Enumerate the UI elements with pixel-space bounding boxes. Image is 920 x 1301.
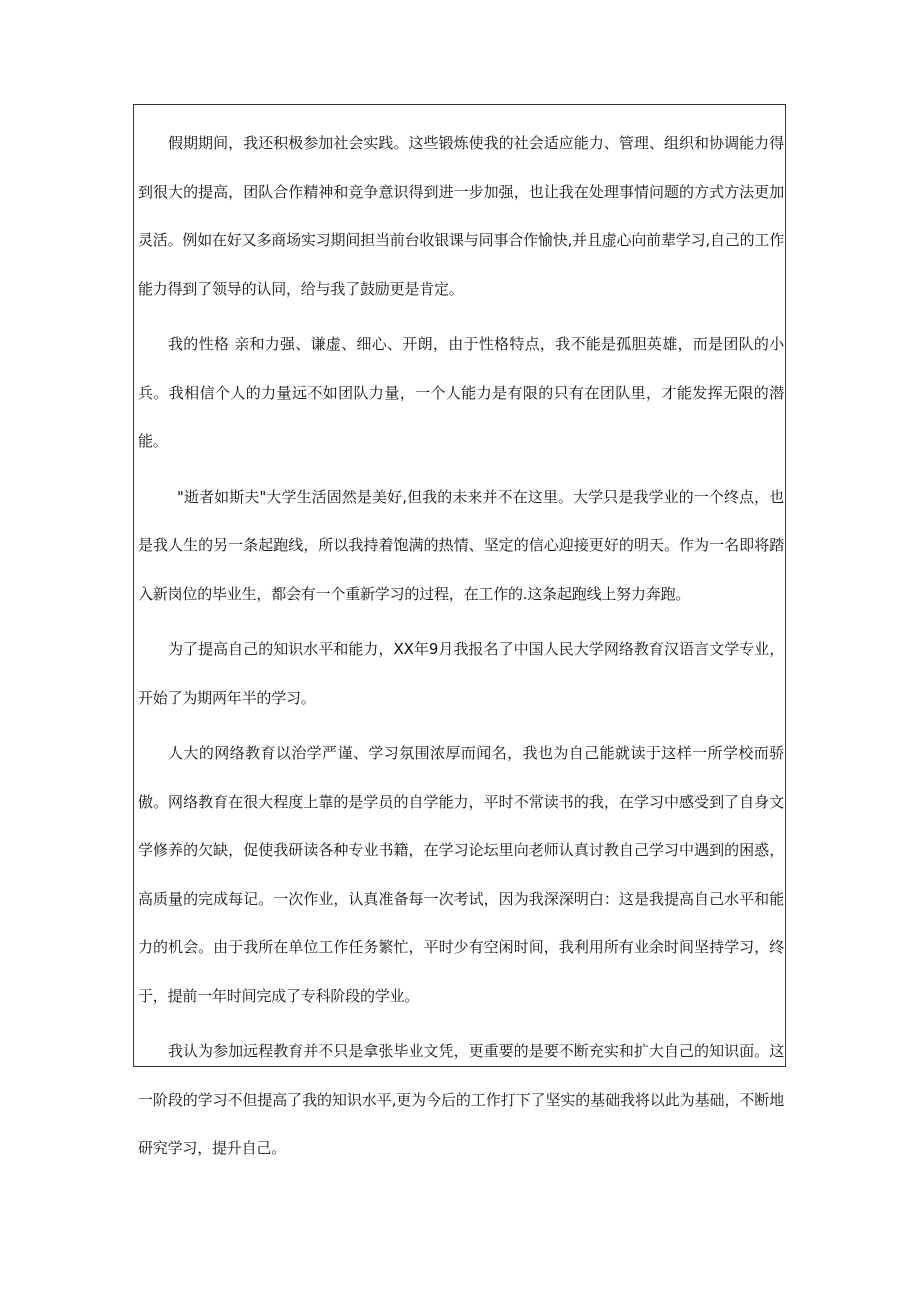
paragraph-future: "逝者如斯夫"大学生活固然是美好,但我的未来并不在这里。大学只是我学业的一个终点，也是我人生的另一条起跑线，所以我持着饱满的热情、坚定的信心迎接更好的明天。作为一名即将踏入新岗位的毕业生，都会有一个重新学习的过程，在工作的.这条起跑线上努力奔跑。 <box>138 487 784 603</box>
document-body <box>138 119 784 1180</box>
paragraph-social-practice: 假期期间，我还积极参加社会实践。这些锻炼使我的社会适应能力、管理、组织和协调能力得到很大的提高，团队合作精神和竞争意识得到进一步加强，也让我在处理事情问题的方式方法更加灵活。例如在好又多商场实习期间担当前台收银课与同事合作愉快,并且虚心向前辈学习,自己的工作能力得到了领导的认同，给与我了鼓励更是肯定。 <box>138 134 784 298</box>
paragraph-conclusion: 我认为参加远程教育并不只是拿张毕业文凭，更重要的是要不断充实和扩大自己的知识面。这一阶段的学习不但提高了我的知识水平,更为今后的工作打下了坚实的基础我将以此为基础，不断地研究学习，提升自己。 <box>138 1042 784 1157</box>
paragraph-personality: 我的性格 亲和力强、谦虚、细心、开朗，由于性格特点，我不能是孤胆英雄，而是团队的小兵。我相信个人的力量远不如团队力量，一个人能力是有限的只有在团队里，才能发挥无限的潜能。 <box>138 335 784 450</box>
paragraph-online-education: 人大的网络教育以治学严谨、学习氛围浓厚而闻名，我也为自己能就读于这样一所学校而骄傲。网络教育在很大程度上靠的是学员的自学能力，平时不常读书的我，在学习中感受到了自身文学修养的欠缺，促使我研读各种专业书籍，在学习论坛里向老师认真讨教自己学习中遇到的困惑，高质量的完成每记。一次作业，认真准备每一次考试，因为我深深明白：这是我提高自己水平和能力的机会。由于我所在单位工作任务繁忙，平时少有空闲时间，我利用所有业余时间坚持学习，终于，提前一年时间完成了专科阶段的学业。 <box>138 744 784 1005</box>
document-frame <box>133 104 786 1157</box>
paragraph-enrollment: 为了提高自己的知识水平和能力，XX年9月我报名了中国人民大学网络教育汉语言文学专业，开始了为期两年半的学习。 <box>138 640 784 707</box>
